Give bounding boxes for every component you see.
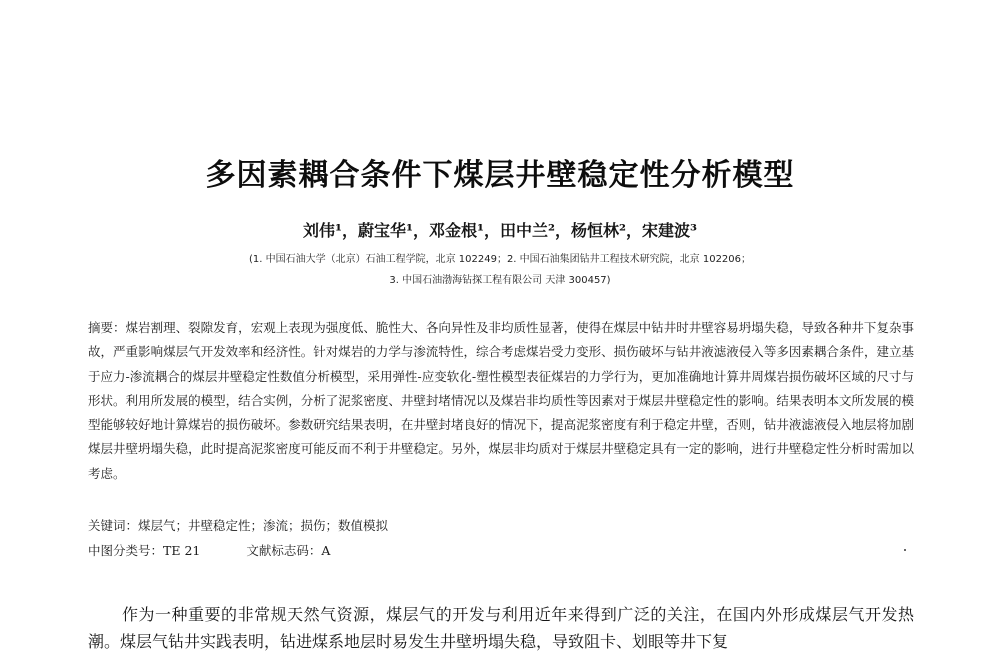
body-paragraph: 作为一种重要的非常规天然气资源，煤层气的开发与利用近年来得到广泛的关注，在国内外形成煤层气开发热潮。煤层气钻井实践表明，钻进煤系地层时易发生井壁坍塌失稳，导致阻卡、划眼等井下复 — [88, 605, 914, 651]
affiliation-line-1: (1. 中国石油大学（北京）石油工程学院，北京 102249；2. 中国石油集团钻井工程技术研究院，北京 102206； — [248, 254, 752, 265]
clc-value: TE 21 — [163, 543, 201, 558]
abstract — [88, 316, 914, 486]
classification-line — [88, 541, 330, 559]
scan-speck — [904, 549, 906, 551]
paper-title: 多因素耦合条件下煤层井壁稳定性分析模型 — [205, 158, 795, 193]
doc-code-value: A — [321, 543, 331, 558]
keywords-label: 关键词： — [88, 518, 139, 533]
author-list: 刘伟¹，蔚宝华¹，邓金根¹，田中兰²，杨恒林²，宋建波³ — [302, 221, 698, 240]
clc-label: 中图分类号： — [88, 543, 164, 558]
keywords-line — [88, 516, 388, 534]
abstract-label: 摘要： — [88, 320, 126, 335]
doc-code-label: 文献标志码： — [246, 543, 322, 558]
abstract-text: 煤岩割理、裂隙发育，宏观上表现为强度低、脆性大、各向异性及非均质性显著，使得在煤层中钻井时井壁容易坍塌失稳，导致各种井下复杂事故，严重影响煤层气开发效率和经济性。针对煤岩的力学与渗流特性，综合考虑煤岩受力变形、损伤破坏与钻井液滤液侵入等多因素耦合条件，建立基于应力-渗流耦合的煤层井壁稳定性数值分析模型，采用弹性-应变软化-塑性模型表征煤岩的力学行为，更加准确地计算井周煤岩损伤破坏区域的尺寸与形状。利用所发展的模型，结合实例，分析了泥浆密度、井壁封堵情况以及煤岩非均质性等因素对于煤层井壁稳定性的影响。结果表明本文所发展的模型能够较好地计算煤岩的损伤破坏。参数研究结果表明，在井壁封堵良好的情况下，提高泥浆密度有利于稳定井壁，否则，钻井液滤液侵入地层将加剧煤层井壁坍塌失稳，此时提高泥浆密度可能反而不利于井壁稳定。另外，煤层非均质对于煤层井壁稳定具有一定的影响，进行井壁稳定性分析时需加以考虑。 — [88, 320, 914, 481]
keywords-text: 煤层气；井壁稳定性；渗流；损伤；数值模拟 — [138, 518, 389, 533]
affiliation-line-2: 3. 中国石油渤海钻探工程有限公司 天津 300457) — [389, 275, 611, 286]
